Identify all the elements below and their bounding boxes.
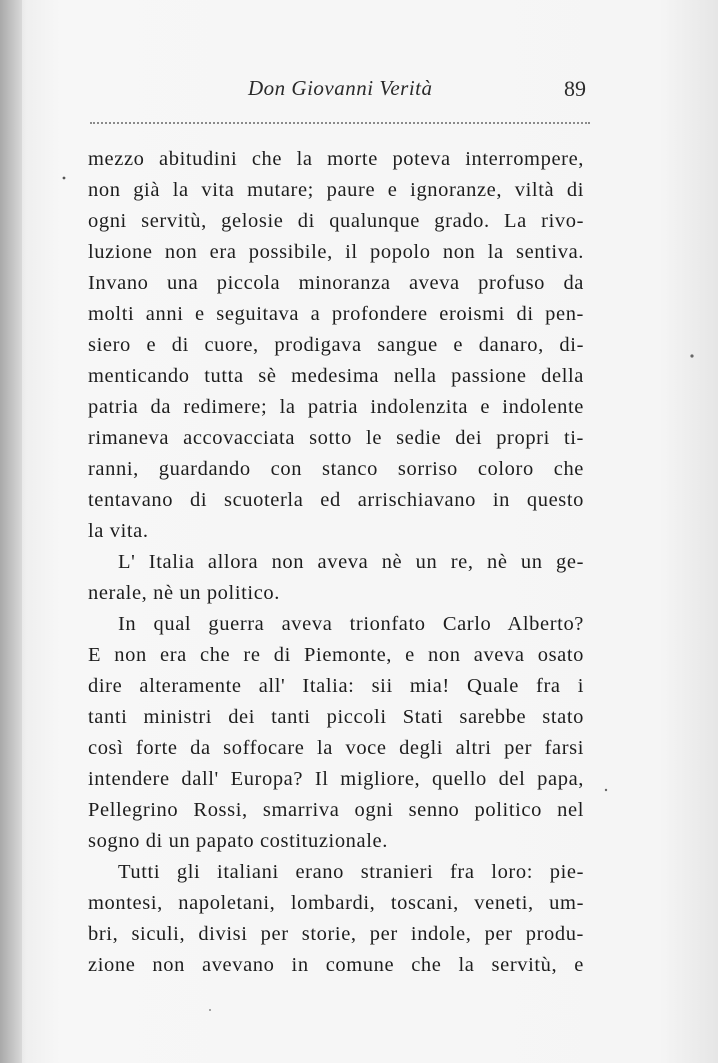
header-dotted-rule (90, 122, 590, 124)
text-line: sogno di un papato costituzionale. (88, 830, 388, 852)
speck (209, 1009, 211, 1011)
text-line: tentavano di scuoterla ed arrischiavano in questo (88, 489, 584, 511)
text-line: rimaneva accovacciata sotto le sedie dei propri ti- (88, 427, 584, 449)
text-line: L' Italia allora non aveva nè un re, nè un ge- (118, 551, 584, 573)
text-line: menticando tutta sè medesima nella passione della (88, 365, 584, 387)
text-line: zione non avevano in comune che la servitù, e (88, 954, 584, 976)
page-number: 89 (564, 76, 586, 101)
text-line: nerale, nè un politico. (88, 582, 280, 604)
text-line: Pellegrino Rossi, smarriva ogni senno politico nel (88, 799, 584, 821)
text-line: luzione non era possibile, il popolo non la sentiva. (88, 241, 584, 263)
running-title: Don Giovanni Verità (248, 76, 433, 100)
text-line: dire alteramente all' Italia: sii mia! Quale fra i (88, 675, 584, 697)
text-line: così forte da soffocare la voce degli altri per farsi (88, 737, 584, 759)
page-gutter-shadow (0, 0, 22, 1063)
text-line: In qual guerra aveva trionfato Carlo Alberto? (118, 613, 584, 635)
speck (63, 177, 66, 180)
text-line: montesi, napoletani, lombardi, toscani, veneti, um- (88, 892, 584, 914)
text-line: mezzo abitudini che la morte poteva interrompere, (88, 148, 584, 170)
speck (690, 354, 693, 357)
text-line: la vita. (88, 520, 149, 542)
text-line: ogni servitù, gelosie di qualunque grado. La rivo- (88, 210, 584, 232)
text-line: E non era che re di Piemonte, e non aveva osato (88, 644, 584, 666)
text-line: intendere dall' Europa? Il migliore, quello del papa, (88, 768, 584, 790)
text-line: tanti ministri dei tanti piccoli Stati sarebbe stato (88, 706, 584, 728)
running-head (88, 72, 596, 106)
speck (605, 789, 607, 791)
text-line: bri, siculi, divisi per storie, per indole, per produ- (88, 923, 584, 945)
body-text (88, 144, 584, 981)
text-line: ranni, guardando con stanco sorriso coloro che (88, 458, 584, 480)
text-line: non già la vita mutare; paure e ignoranze, viltà di (88, 179, 584, 201)
text-line: Invano una piccola minoranza aveva profuso da (88, 272, 584, 294)
text-line: patria da redimere; la patria indolenzita e indolente (88, 396, 584, 418)
text-line: molti anni e seguitava a profondere eroismi di pen- (88, 303, 584, 325)
text-line: siero e di cuore, prodigava sangue e danaro, di- (88, 334, 584, 356)
text-line: Tutti gli italiani erano stranieri fra loro: pie- (118, 861, 584, 883)
